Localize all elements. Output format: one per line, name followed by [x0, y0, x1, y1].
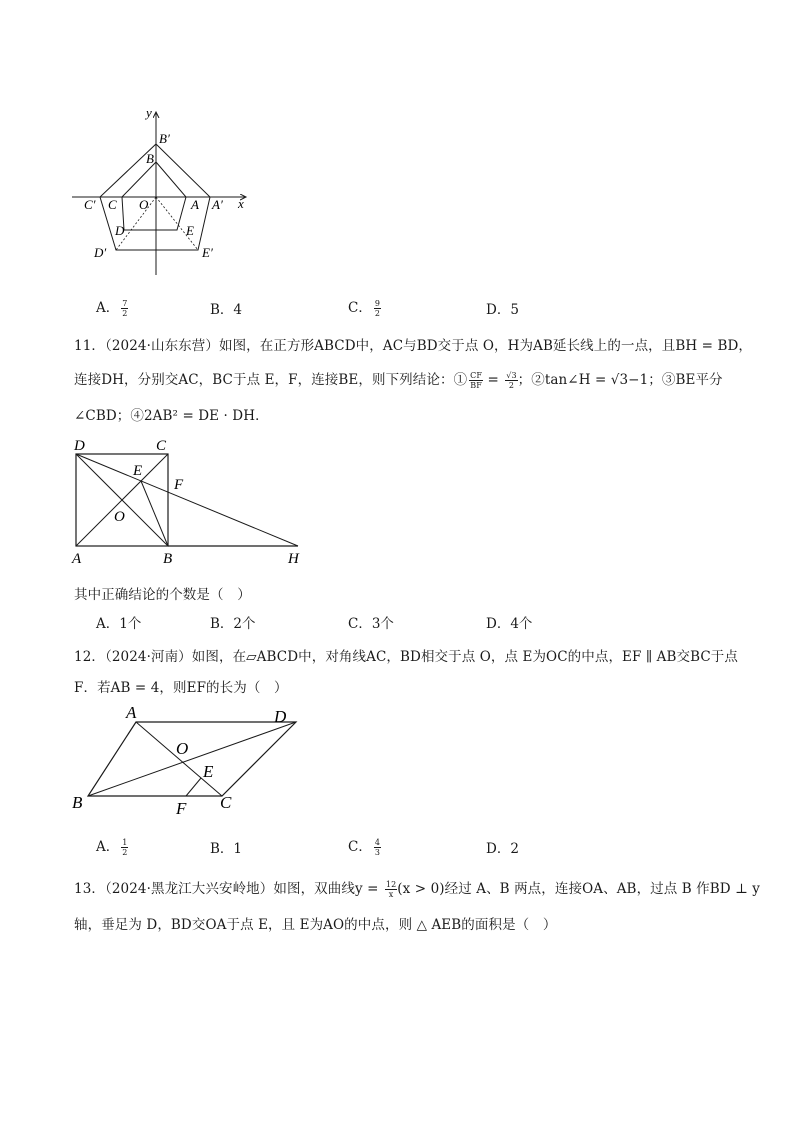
label-Ep: E′ — [202, 245, 213, 260]
pentagon-figure — [66, 100, 266, 278]
label-Cp: C′ — [84, 197, 96, 212]
q13-line1: 13．（2024·黑龙江大兴安岭地）如图，双曲线y = $\frac{12}{x}$ (x > 0)经过 A、B 两点，连接OA、AB，过点 B 作BD ⊥ y — [74, 880, 761, 899]
q12-option-c[interactable]: C． $\frac{4}{3}$ — [348, 838, 380, 857]
q10-option-c[interactable]: C． $\frac{9}{2}$ — [348, 299, 380, 318]
label-A: A — [191, 197, 199, 212]
inner-pentagon — [122, 162, 186, 230]
label-Bp: B′ — [159, 131, 170, 146]
label-x: x — [238, 196, 244, 211]
q11-label-H: H — [288, 551, 299, 567]
label-Ap: A′ — [212, 197, 223, 212]
q12-option-a[interactable]: A． $\frac{1}{2}$ — [96, 838, 128, 857]
q12-option-b[interactable]: B．1 — [210, 841, 243, 857]
label-B: B — [146, 151, 154, 166]
q12-label-F: F — [176, 799, 187, 818]
q11-option-a[interactable]: A．1个 — [96, 616, 142, 632]
label-O: O — [139, 197, 149, 212]
q11-option-d[interactable]: D．4个 — [486, 616, 533, 632]
square-figure — [66, 432, 316, 568]
label-Dp: D′ — [94, 245, 107, 260]
q12-label-O: O — [176, 739, 189, 758]
q12-option-d[interactable]: D．2 — [486, 841, 519, 857]
q12-label-C: C — [220, 793, 232, 812]
q11-line3: ∠CBD；④2AB² = DE · DH． — [74, 408, 269, 424]
q12-label-A: A — [126, 703, 137, 722]
q11-label-E: E — [133, 463, 143, 479]
label-C: C — [108, 197, 117, 212]
q12-line2: F．若AB = 4，则EF的长为（ ） — [74, 680, 288, 696]
label-y: y — [146, 105, 152, 120]
q11-option-c[interactable]: C．3个 — [348, 616, 394, 632]
q12-label-B: B — [72, 793, 83, 812]
q12-label-D: D — [274, 707, 287, 726]
label-E: E — [186, 223, 194, 238]
q11-label-D: D — [74, 438, 85, 454]
q12-label-E: E — [203, 762, 214, 781]
q11-label-B: B — [163, 551, 173, 567]
q10-option-d[interactable]: D．5 — [486, 302, 519, 318]
q10-option-b[interactable]: B．4 — [210, 302, 243, 318]
parallelogram-figure — [66, 700, 306, 820]
q11-label-C: C — [156, 438, 167, 454]
q11-question: 其中正确结论的个数是（ ） — [74, 587, 251, 603]
q13-line2: 轴，垂足为 D，BD交OA于点 E，且 E为AO的中点，则 △ AEB的面积是（ ） — [74, 917, 557, 933]
q11-label-F: F — [174, 477, 184, 493]
q11-line2: 连接DH，分别交AC，BC于点 E，F，连接BE，则下列结论：① $\frac{CF}{BF}$ = $\frac{√3}{2}$ ；②tan∠H = √3−1；③BE平分 — [74, 371, 723, 390]
q10-option-a[interactable]: A． $\frac{7}{2}$ — [96, 299, 128, 318]
q11-line1: 11．（2024·山东东营）如图，在正方形ABCD中，AC与BD交于点 O，H为AB延长线上的一点，且BH = BD， — [74, 338, 753, 354]
q11-option-b[interactable]: B．2个 — [210, 616, 256, 632]
q11-label-O: O — [114, 509, 125, 525]
label-D: D — [115, 223, 125, 238]
q12-line1: 12．（2024·河南）如图，在▱ABCD中，对角线AC，BD相交于点 O，点 E为OC的中点，EF ∥ AB交BC于点 — [74, 649, 738, 665]
q11-label-A: A — [72, 551, 82, 567]
